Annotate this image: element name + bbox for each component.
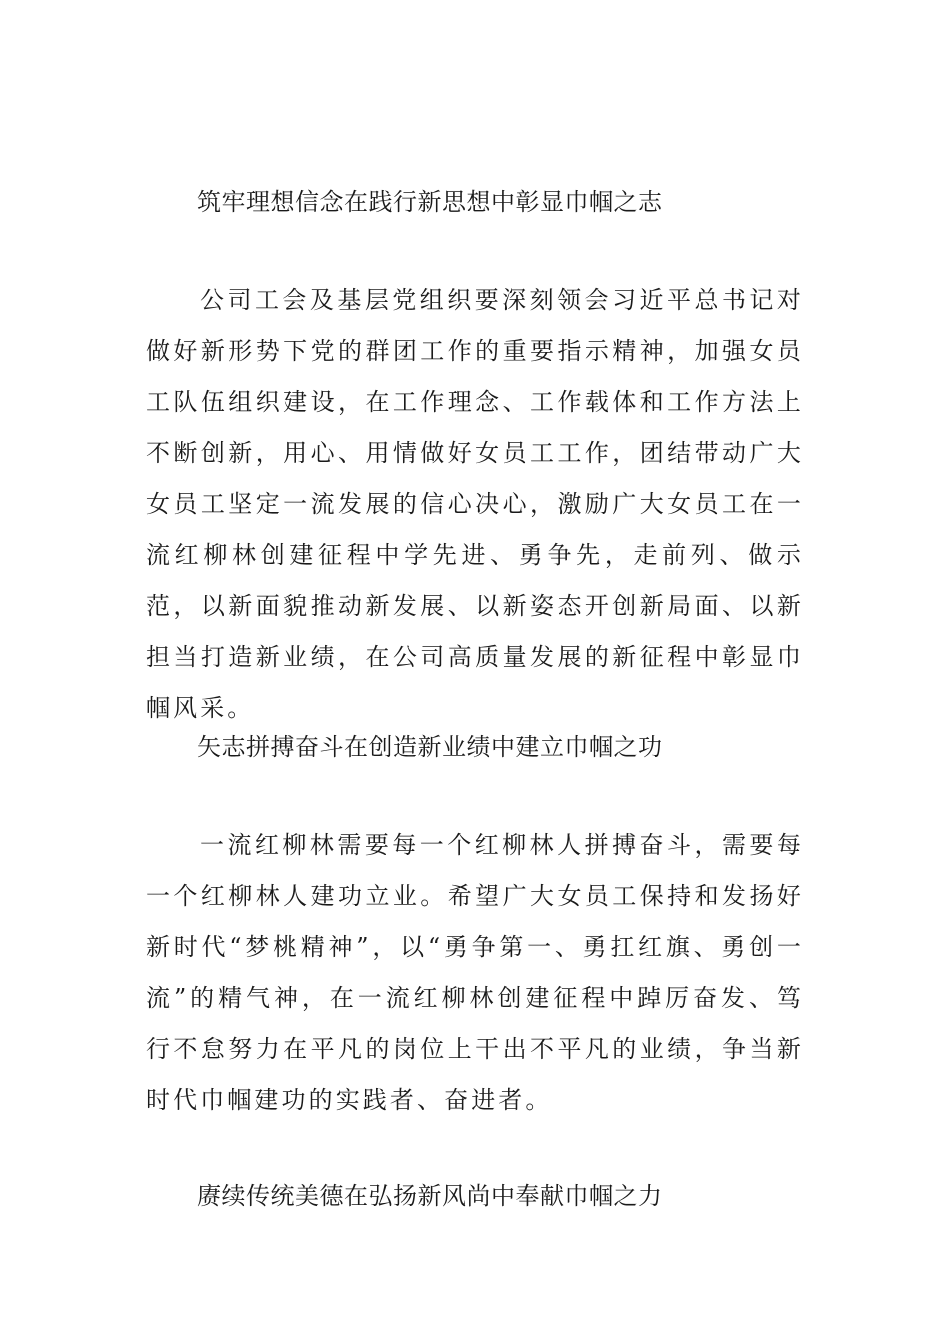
section-paragraph-2: 一流红柳林需要每一个红柳林人拼搏奋斗，需要每一个红柳林人建功立业。希望广大女员工保持和发扬好新时代“梦桃精神”，以“勇争第一、勇扛红旗、勇创一流”的精气神，在一流红柳林创建征程中踔厉奋发、笃行不怠努力在平凡的岗位上干出不平凡的业绩，争当新时代巾帼建功的实践者、奋进者。: [146, 831, 804, 1114]
section-heading-1: 筑牢理想信念在践行新思想中彰显巾帼之志: [197, 188, 663, 216]
section-paragraph-1: 公司工会及基层党组织要深刻领会习近平总书记对做好新形势下党的群团工作的重要指示精神，加强女员工队伍组织建设，在工作理念、工作载体和工作方法上不断创新，用心、用情做好女员工工作，团结带动广大女员工坚定一流发展的信心决心，激励广大女员工在一流红柳林创建征程中学先进、勇争先，走前列、做示范，以新面貌推动新发展、以新姿态开创新局面、以新担当打造新业绩，在公司高质量发展的新征程中彰显巾帼风采。: [146, 286, 804, 722]
section-heading-3: 赓续传统美德在弘扬新风尚中奉献巾帼之力: [197, 1182, 663, 1210]
section-heading-2: 矢志拼搏奋斗在创造新业绩中建立巾帼之功: [197, 733, 663, 761]
